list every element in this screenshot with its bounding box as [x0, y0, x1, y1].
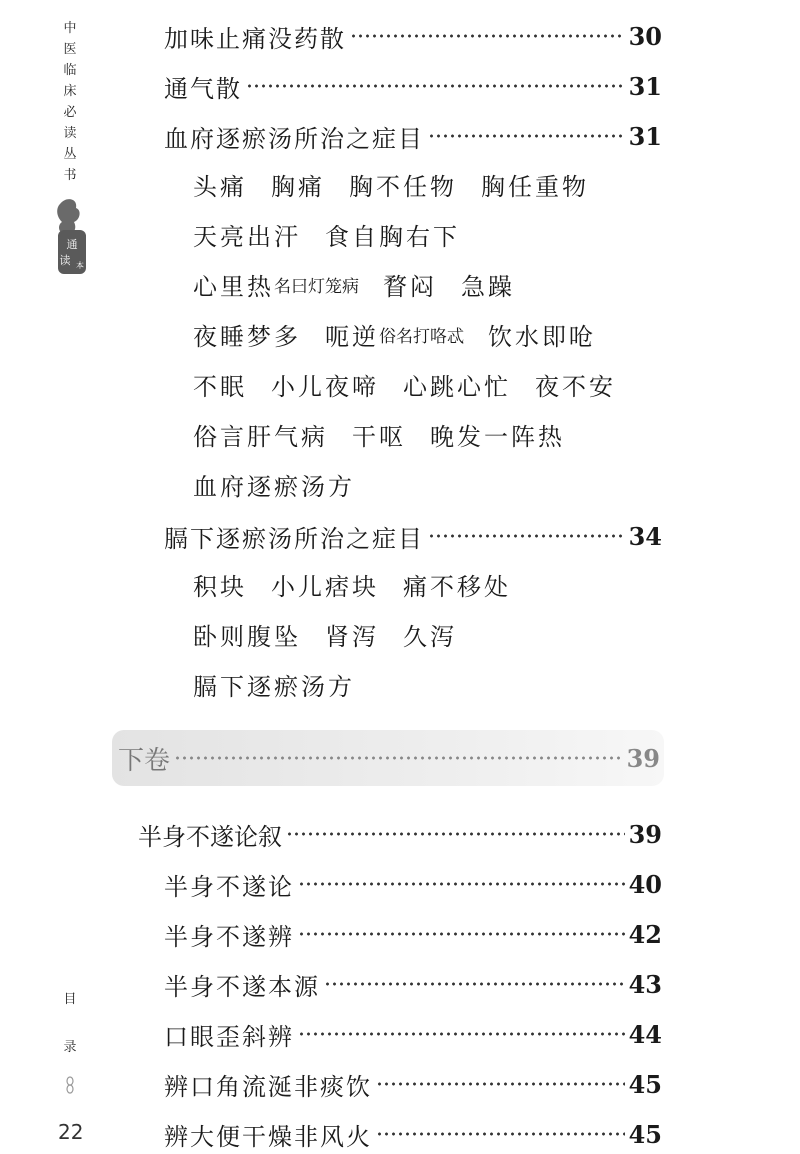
- page-number: 22: [58, 1120, 84, 1144]
- toc-entry[interactable]: [164, 16, 662, 56]
- dot-leader: [376, 1131, 625, 1137]
- svg-text:读: 读: [59, 254, 71, 267]
- entry-page: 45: [628, 1069, 662, 1099]
- symptom-line: [193, 264, 515, 304]
- dot-leader: [324, 981, 625, 987]
- symptom: 小儿痞块: [271, 572, 379, 601]
- toc-side-label: [60, 990, 80, 1058]
- symptom: 干呕: [352, 422, 406, 451]
- symptom: 夜不安: [535, 372, 616, 401]
- entry-title: 辨大便干燥非风火: [164, 1122, 372, 1151]
- entry-title: 半身不遂论叙: [138, 822, 282, 851]
- toc-entry[interactable]: [164, 964, 662, 1004]
- dot-leader: [376, 1081, 625, 1087]
- symptom: 小儿夜啼: [271, 372, 379, 401]
- series-logo: [54, 196, 88, 276]
- symptom: 心里热: [193, 272, 274, 301]
- dot-leader: [428, 533, 625, 539]
- symptom: 夜睡梦多: [193, 322, 301, 351]
- symptom-line: [193, 164, 589, 204]
- svg-text:本: 本: [76, 261, 84, 270]
- formula-title: 血府逐瘀汤方: [193, 472, 355, 501]
- formula-entry[interactable]: [193, 464, 355, 504]
- symptom: 卧则腹坠: [193, 622, 301, 651]
- symptom: 呃逆: [325, 322, 379, 351]
- toc-entry[interactable]: [164, 116, 662, 156]
- toc-entry[interactable]: [164, 1114, 662, 1154]
- symptom-line: [193, 564, 511, 604]
- series-title: 中医临床必读丛书: [63, 21, 77, 183]
- dot-leader: [298, 881, 625, 887]
- entry-page: 40: [628, 869, 662, 899]
- section-page: 39: [626, 743, 660, 773]
- entry-page: 44: [628, 1019, 662, 1049]
- entry-title: 加味止痛没药散: [164, 24, 346, 53]
- toc-label-mu: 目: [63, 992, 77, 1007]
- symptom: 心跳心忙: [403, 372, 511, 401]
- symptom-line: [193, 364, 616, 404]
- toc-entry[interactable]: [164, 864, 662, 904]
- section-entry[interactable]: [118, 738, 660, 778]
- entry-title: 血府逐瘀汤所治之症目: [164, 124, 424, 153]
- symptom: 天亮出汗: [193, 222, 301, 251]
- toc-entry[interactable]: [164, 66, 662, 106]
- symptom-line: [193, 214, 460, 254]
- symptom-note: 俗名打咯忒: [379, 326, 464, 347]
- toc-entry[interactable]: [138, 814, 662, 854]
- dot-leader: [246, 83, 625, 89]
- symptom: 胸任重物: [481, 172, 589, 201]
- entry-title: 膈下逐瘀汤所治之症目: [164, 524, 424, 553]
- symptom-line: [193, 614, 457, 654]
- dot-leader: [428, 133, 625, 139]
- entry-title: 通气散: [164, 74, 242, 103]
- toc-entry[interactable]: [164, 516, 662, 556]
- entry-title: 半身不遂论: [164, 872, 294, 901]
- section-title: 下卷: [118, 745, 171, 776]
- formula-title: 膈下逐瘀汤方: [193, 672, 355, 701]
- symptom: 头痛: [193, 172, 247, 201]
- entry-title: 口眼歪斜辨: [164, 1022, 294, 1051]
- symptom: 瞀闷: [383, 272, 437, 301]
- symptom: 久泻: [403, 622, 457, 651]
- symptom: 肾泻: [325, 622, 379, 651]
- symptom: 不眠: [193, 372, 247, 401]
- entry-page: 31: [628, 121, 662, 151]
- entry-page: 43: [628, 969, 662, 999]
- svg-text:通: 通: [66, 238, 78, 251]
- entry-page: 31: [628, 71, 662, 101]
- symptom: 晚发一阵热: [430, 422, 565, 451]
- entry-page: 39: [628, 819, 662, 849]
- entry-page: 34: [628, 521, 662, 551]
- entry-page: 30: [628, 21, 662, 51]
- dot-leader: [298, 931, 625, 937]
- symptom: 积块: [193, 572, 247, 601]
- toc-entry[interactable]: [164, 1014, 662, 1054]
- formula-entry[interactable]: [193, 664, 355, 704]
- dot-leader: [174, 755, 623, 761]
- symptom: 食自胸右下: [325, 222, 460, 251]
- symptom: 胸痛: [271, 172, 325, 201]
- dot-leader: [286, 831, 625, 837]
- symptom-line: [193, 414, 565, 454]
- toc-entry[interactable]: [164, 1064, 662, 1104]
- entry-title: 半身不遂本源: [164, 972, 320, 1001]
- dot-leader: [350, 33, 625, 39]
- toc-label-lu: 录: [63, 1040, 77, 1055]
- toc-entry[interactable]: [164, 914, 662, 954]
- entry-page: 45: [628, 1119, 662, 1149]
- entry-page: 42: [628, 919, 662, 949]
- symptom: 胸不任物: [349, 172, 457, 201]
- symptom: 急躁: [461, 272, 515, 301]
- symptom-note: 名曰灯笼病: [274, 276, 359, 297]
- symptom-line: [193, 314, 596, 354]
- entry-title: 半身不遂辨: [164, 922, 294, 951]
- entry-title: 辨口角流涎非痰饮: [164, 1072, 372, 1101]
- symptom: 俗言肝气病: [193, 422, 328, 451]
- chain-ornament-icon: [62, 1076, 78, 1096]
- symptom: 痛不移处: [403, 572, 511, 601]
- symptom: 饮水即呛: [488, 322, 596, 351]
- dot-leader: [298, 1031, 625, 1037]
